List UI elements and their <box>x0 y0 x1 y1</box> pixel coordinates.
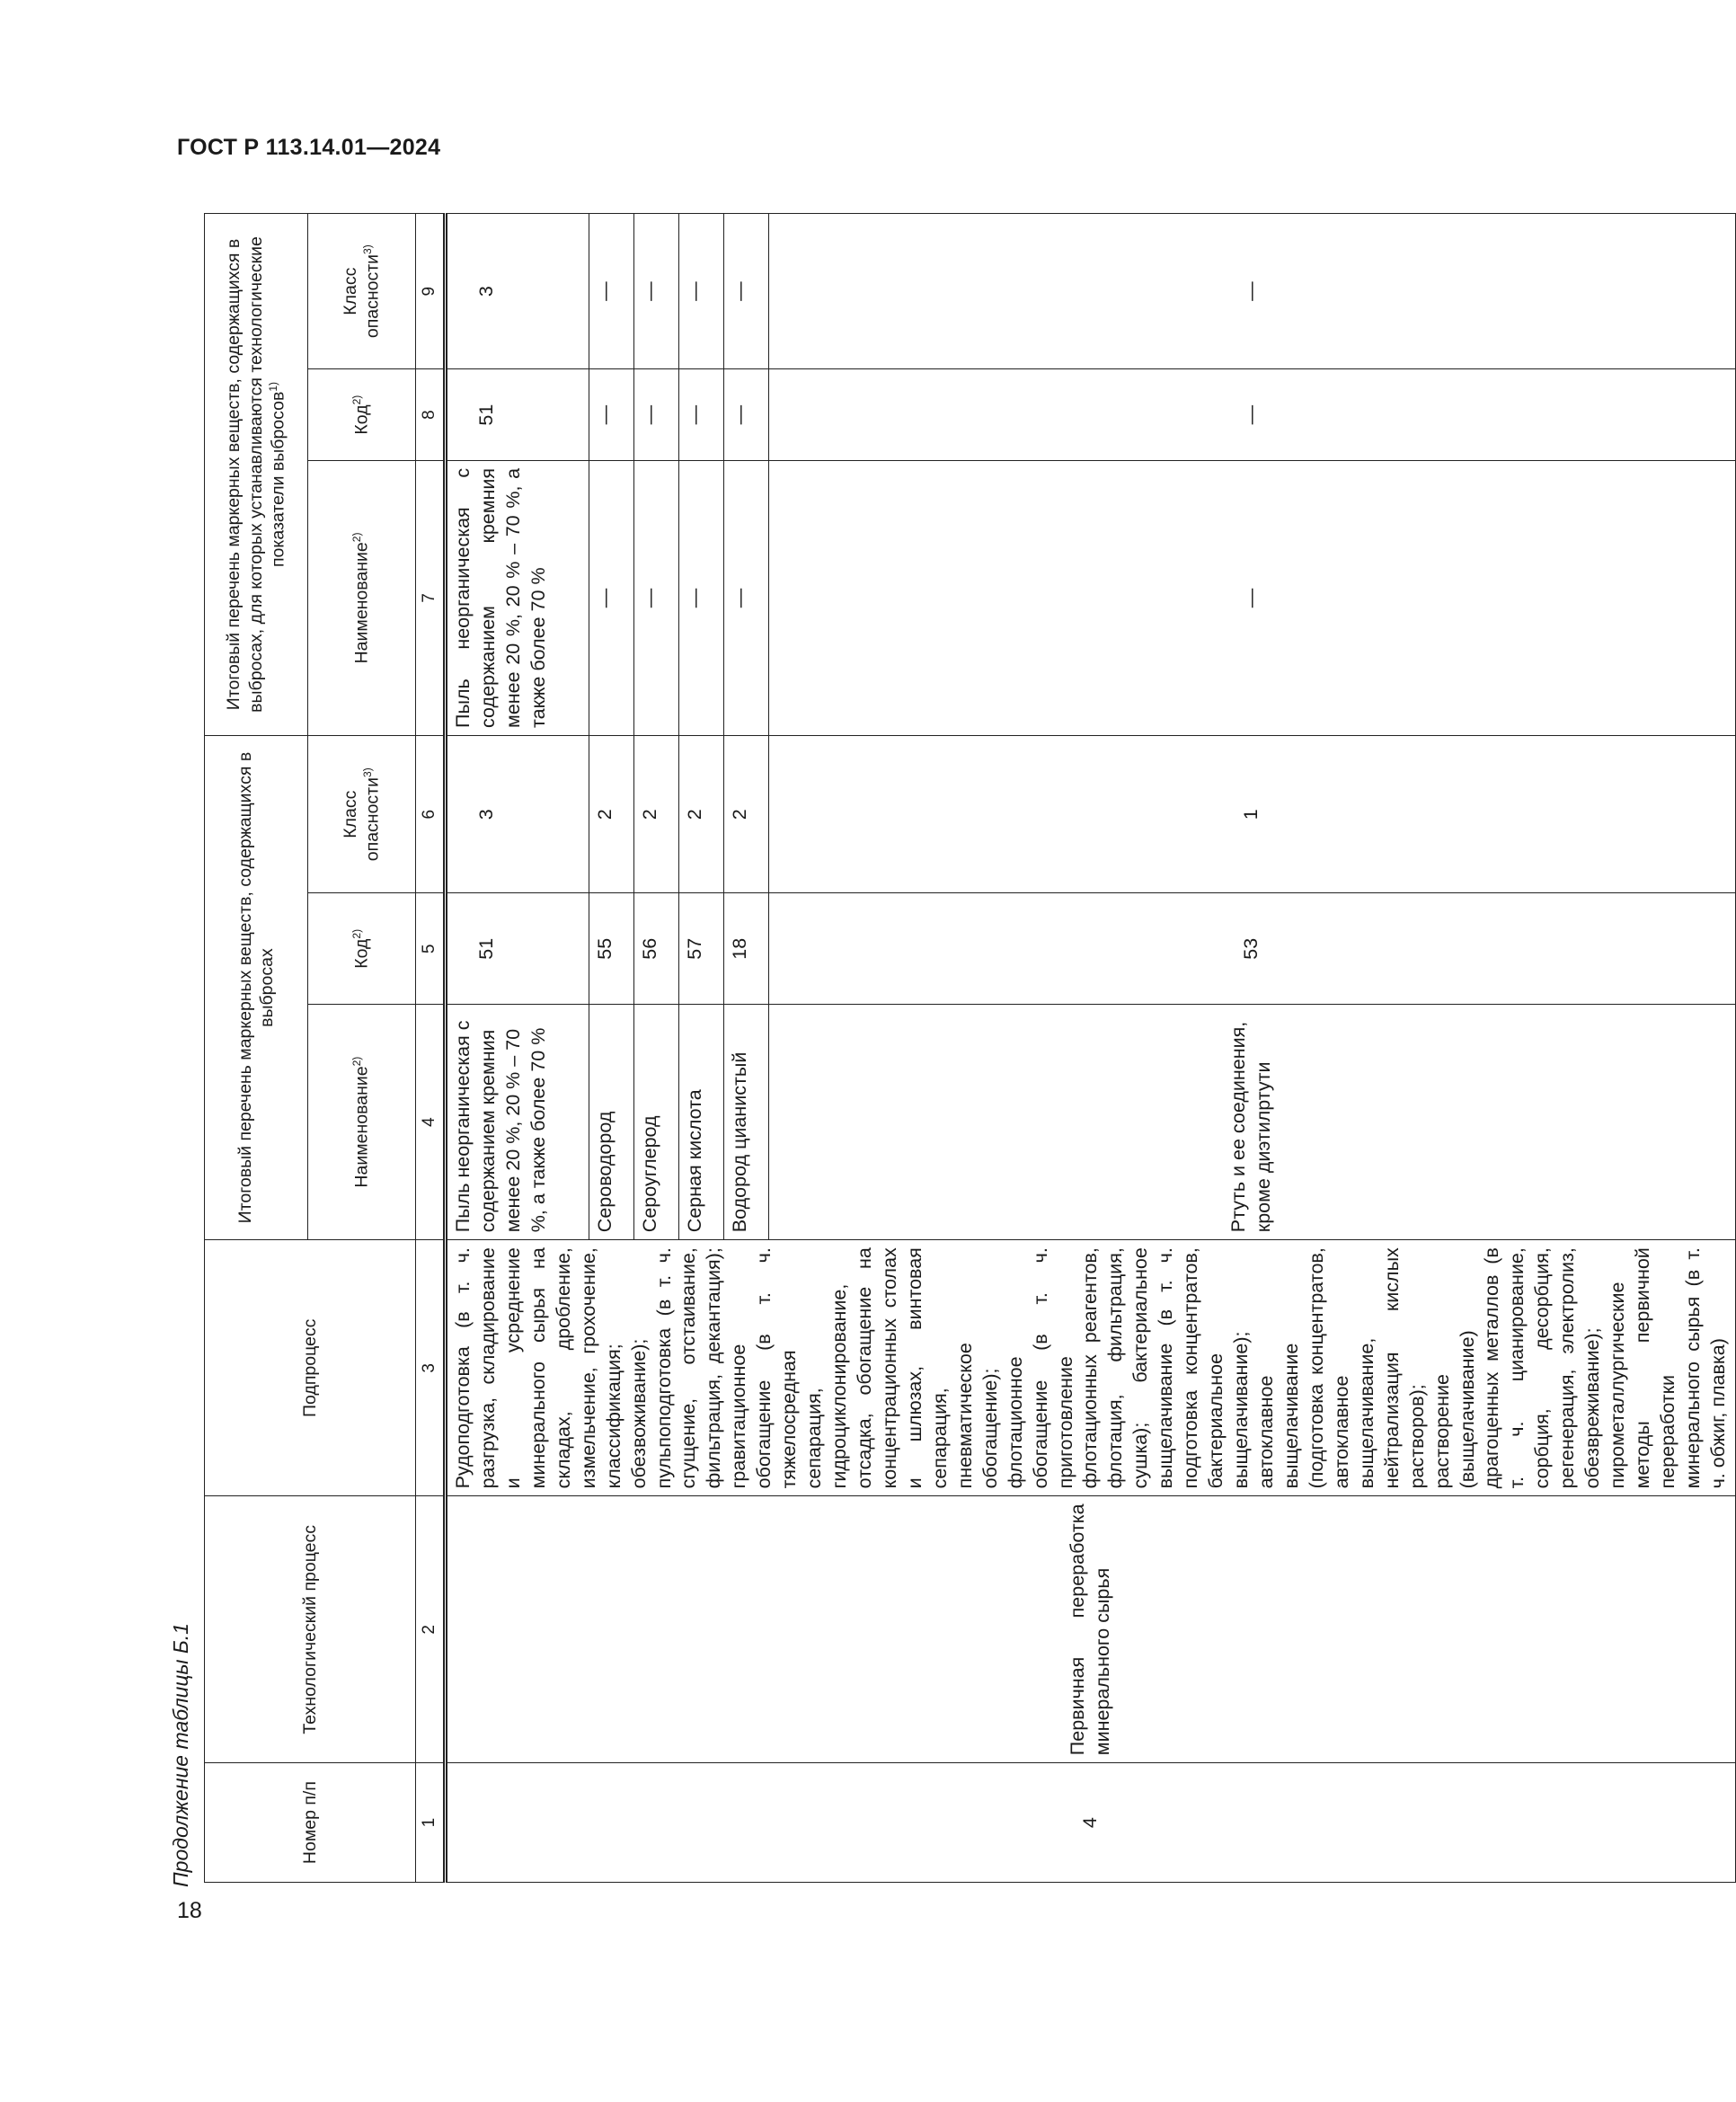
header-name-2-text: Наименование <box>351 542 372 664</box>
header-hazard-1-text: Класс опасности <box>340 777 383 862</box>
process-name: Первичная переработка минерального сырья <box>446 1496 1736 1763</box>
limited-substance-hazard: — <box>769 214 1736 369</box>
col-number: 9 <box>416 214 446 369</box>
substance-code: 57 <box>679 893 724 1005</box>
header-code-1 <box>308 893 416 1005</box>
limited-substance-name: — <box>589 460 634 735</box>
substance-hazard: 2 <box>679 735 724 893</box>
substance-name: Пыль неорганическая с содержанием кремния менее 20 %, 20 % – 70 %, а также более 70 % <box>446 1005 589 1240</box>
limited-substance-hazard: — <box>724 214 769 369</box>
header-subprocess: Подпроцесс <box>205 1240 416 1496</box>
limited-substance-hazard: — <box>589 214 634 369</box>
limited-substance-hazard: — <box>679 214 724 369</box>
substance-hazard: 2 <box>634 735 679 893</box>
limited-substance-code: — <box>769 369 1736 461</box>
header-name-1 <box>308 1005 416 1240</box>
subprocess-item: Рудоподготовка (в т. ч. разгрузка, складирование и усреднение минерального сырья на складах, дробление, измельчение, грохочение, классификация; обезвоживание); <box>452 1247 650 1489</box>
substances-table <box>204 213 1736 1883</box>
limited-substance-name: — <box>769 460 1736 735</box>
header-num: Номер п/п <box>205 1763 416 1883</box>
substance-name: Водород цианистый <box>724 1005 769 1240</box>
column-number-row <box>416 214 446 1883</box>
col-number: 3 <box>416 1240 446 1496</box>
substance-name: Ртуть и ее соединения, кроме диэтилртути <box>769 1005 1736 1240</box>
header-name-1-text: Наименование <box>351 1066 372 1188</box>
substance-name: Сероуглерод <box>634 1005 679 1240</box>
substance-code: 51 <box>446 893 589 1005</box>
subprocess-item: пирометаллургические методы первичной переработки минерального сырья (в т. ч. обжиг, плавка) <box>1607 1247 1729 1489</box>
header-hazard-2 <box>308 214 416 369</box>
substance-name: Серная кислота <box>679 1005 724 1240</box>
subprocess-item: растворение (выщелачивание) драгоценных металлов (в т. ч. цианирование, сорбция, десорбция, регенерация, электролиз, обезвреживание); <box>1430 1247 1604 1489</box>
limited-substance-hazard: — <box>634 214 679 369</box>
col-number: 4 <box>416 1005 446 1240</box>
footnote-2: 2) <box>350 395 364 405</box>
limited-substance-name: — <box>679 460 724 735</box>
substance-code: 53 <box>769 893 1736 1005</box>
header-name-2 <box>308 460 416 735</box>
limited-substance-code: — <box>724 369 769 461</box>
col-number: 1 <box>416 1763 446 1883</box>
header-group2-text: Итоговый перечень маркерных веществ, содержащихся в выбросах, для которых устанавливаются технологические показатели выбросов <box>224 236 288 713</box>
col-number: 5 <box>416 893 446 1005</box>
header-hazard-2-text: Класс опасности <box>340 253 383 339</box>
limited-substance-code: — <box>634 369 679 461</box>
header-group2 <box>205 214 308 736</box>
page-number: 18 <box>177 1898 202 1923</box>
substance-hazard: 2 <box>589 735 634 893</box>
substance-name: Сероводород <box>589 1005 634 1240</box>
header-code-2 <box>308 369 416 461</box>
substance-code: 18 <box>724 893 769 1005</box>
header-hazard-1 <box>308 735 416 893</box>
limited-substance-code: 51 <box>446 369 589 461</box>
limited-substance-code: — <box>589 369 634 461</box>
limited-substance-code: — <box>679 369 724 461</box>
footnote-2: 2) <box>350 928 364 939</box>
limited-substance-name: — <box>634 460 679 735</box>
footnote-3: 3) <box>361 244 375 254</box>
col-number: 8 <box>416 369 446 461</box>
limited-substance-name: — <box>724 460 769 735</box>
col-number: 7 <box>416 460 446 735</box>
subprocess-item: пульпоподготовка (в т. ч. сгущение, отстаивание, фильтрация, декантация); гравитационное обогащение (в т. ч. тяжелосредная сепарация, гидроциклонирование, отсадка, обогащение на концентрационных столах и шлюзах, винтовая сепарация, пневматическое обогащение); флотационное обогащение (в т. ч. приготовление флотационных реагентов, флотация, фильтрация, сушка); бактериальное выщелачивание (в т. ч. подготовка концентратов, бактериальное выщелачивание); <box>652 1247 1253 1489</box>
substance-hazard: 3 <box>446 735 589 893</box>
footnote-2: 2) <box>350 1056 364 1067</box>
header-group1: Итоговый перечень маркерных веществ, содержащихся в выбросах <box>205 735 308 1239</box>
header-code-2-text: Код <box>351 404 372 435</box>
footnote-2: 2) <box>350 532 364 543</box>
substance-hazard: 2 <box>724 735 769 893</box>
col-number: 6 <box>416 735 446 893</box>
limited-substance-name: Пыль неорганическая с содержанием кремния менее 20 %, 20 % – 70 %, а также более 70 % <box>446 460 589 735</box>
row-number: 4 <box>446 1763 1736 1883</box>
footnote-3: 3) <box>361 767 375 777</box>
rotated-table-container <box>204 213 1729 1883</box>
subprocess-list <box>446 1240 1736 1496</box>
header-process: Технологический процесс <box>205 1496 416 1763</box>
substance-code: 56 <box>634 893 679 1005</box>
col-number: 2 <box>416 1496 446 1763</box>
table-caption: Продолжение таблицы Б.1 <box>169 1623 192 1887</box>
substance-code: 55 <box>589 893 634 1005</box>
limited-substance-hazard: 3 <box>446 214 589 369</box>
substance-hazard: 1 <box>769 735 1736 893</box>
subprocess-item: автоклавное выщелачивание (подготовка концентратов, автоклавное выщелачивание, нейтрализация кислых растворов); <box>1255 1247 1428 1489</box>
header-group2-footnote: 1) <box>266 381 279 392</box>
table-row <box>446 214 589 1883</box>
document-header: ГОСТ Р 113.14.01—2024 <box>177 135 441 160</box>
header-code-1-text: Код <box>351 938 372 969</box>
